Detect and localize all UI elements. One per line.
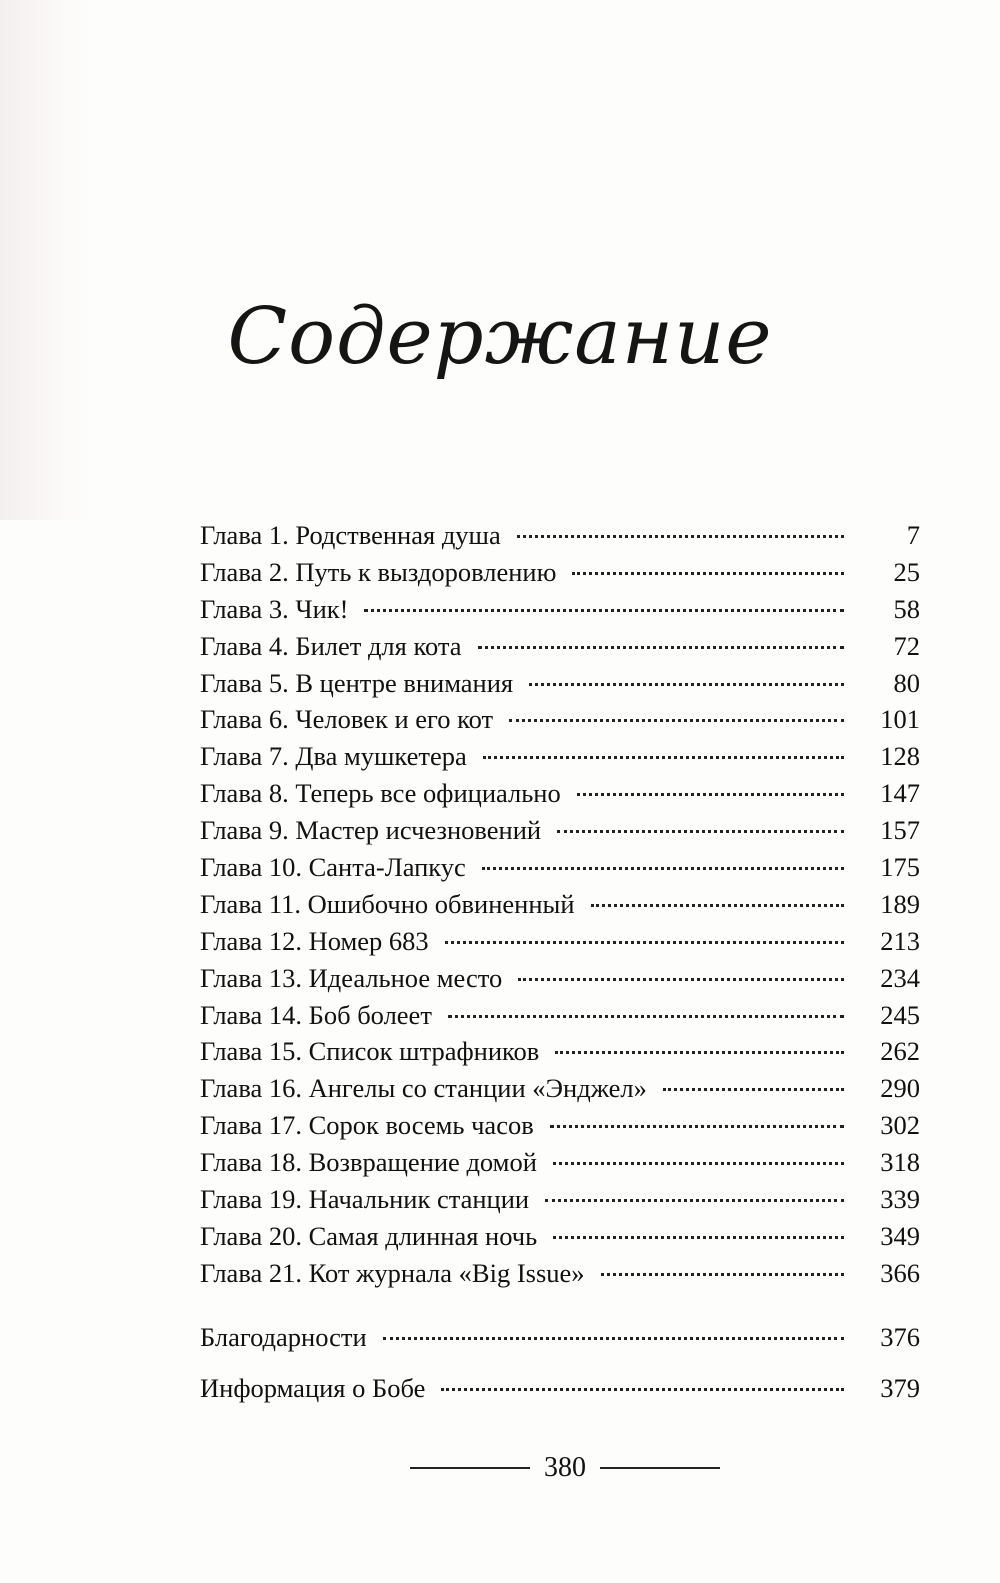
- entry-title: Глава 1. Родственная душа: [200, 520, 501, 550]
- dot-leader: [441, 1388, 844, 1391]
- entry-page-number: 189: [880, 888, 920, 919]
- entry-page-number: 213: [880, 925, 920, 956]
- entry-title: Глава 13. Идеальное место: [200, 962, 503, 993]
- dot-leader: [555, 1051, 844, 1054]
- dot-leader: [478, 646, 844, 649]
- dot-leader: [601, 1273, 844, 1276]
- toc-entry: [200, 778, 920, 815]
- toc-entry: [200, 815, 920, 852]
- entry-page-number: 234: [880, 962, 920, 993]
- toc-entry: [200, 1184, 920, 1221]
- entry-page-number: 175: [880, 852, 920, 883]
- dot-leader: [577, 793, 844, 796]
- toc-entry: [200, 1036, 920, 1073]
- back-matter-list: [200, 1322, 920, 1424]
- toc-entry: [200, 557, 920, 594]
- entry-page-number: 80: [893, 667, 920, 698]
- entry-page-number: 349: [880, 1220, 920, 1251]
- toc-entry: [200, 852, 920, 889]
- dot-leader: [545, 1199, 844, 1202]
- entry-title: Глава 8. Теперь все официально: [200, 778, 561, 809]
- entry-page-number: 147: [880, 778, 920, 809]
- toc-entry: [200, 668, 920, 705]
- entry-title: Глава 9. Мастер исчезновений: [200, 815, 542, 846]
- toc-entry: [200, 1147, 920, 1184]
- toc-entry: [200, 741, 920, 778]
- entry-title: Глава 5. В центре внимания: [200, 667, 514, 698]
- toc-entry: [200, 631, 920, 668]
- dot-leader: [663, 1088, 844, 1091]
- entry-title: Глава 18. Возвращение домой: [200, 1147, 537, 1178]
- entry-page-number: 262: [880, 1036, 920, 1067]
- footer-rule-right: [600, 1467, 720, 1469]
- dot-leader: [557, 830, 844, 833]
- entry-page-number: 379: [880, 1373, 920, 1403]
- dot-leader: [550, 1125, 844, 1128]
- entry-title: Глава 19. Начальник станции: [200, 1184, 530, 1215]
- toc-entry: [200, 594, 920, 631]
- entry-page-number: 101: [880, 704, 920, 735]
- dot-leader: [572, 572, 844, 575]
- page-title: Содержание: [227, 292, 773, 382]
- entry-title: Глава 10. Санта-Лапкус: [200, 852, 466, 883]
- entry-title: Глава 20. Самая длинная ночь: [200, 1220, 538, 1251]
- entry-title: Глава 15. Список штрафников: [200, 1036, 540, 1067]
- toc-entry: [200, 1221, 920, 1258]
- entry-title: Глава 3. Чик!: [200, 593, 349, 624]
- entry-title: Глава 11. Ошибочно обвиненный: [200, 888, 575, 919]
- toc-entry: [200, 1110, 920, 1147]
- dot-leader: [517, 535, 844, 538]
- toc-entry: [200, 1000, 920, 1037]
- dot-leader: [448, 1015, 844, 1018]
- table-of-contents: [200, 520, 920, 1295]
- entry-title: Глава 6. Человек и его кот: [200, 704, 494, 735]
- dot-leader: [383, 1337, 844, 1340]
- entry-title: Глава 14. Боб болеет: [200, 999, 432, 1030]
- entry-page-number: 339: [880, 1184, 920, 1215]
- entry-title: Благодарности: [200, 1322, 367, 1352]
- dot-leader: [445, 941, 844, 944]
- entry-page-number: 25: [893, 556, 920, 587]
- dot-leader: [591, 904, 844, 907]
- dot-leader: [364, 609, 844, 612]
- entry-page-number: 318: [880, 1147, 920, 1178]
- footer-rule-left: [410, 1467, 530, 1469]
- toc-entry: [200, 889, 920, 926]
- entry-page-number: 302: [880, 1110, 920, 1141]
- entry-title: Глава 16. Ангелы со станции «Энджел»: [200, 1073, 647, 1104]
- entry-title: Информация о Бобе: [200, 1373, 426, 1403]
- toc-entry: [200, 926, 920, 963]
- toc-entry: [200, 1258, 920, 1295]
- dot-leader: [553, 1236, 844, 1239]
- toc-entry: [200, 520, 920, 557]
- toc-entry: [200, 704, 920, 741]
- dot-leader: [553, 1162, 844, 1165]
- entry-page-number: 366: [880, 1257, 920, 1288]
- dot-leader: [483, 756, 844, 759]
- entry-title: Глава 7. Два мушкетера: [200, 741, 467, 772]
- entry-title: Глава 17. Сорок восемь часов: [200, 1110, 534, 1141]
- entry-title: Глава 4. Билет для кота: [200, 630, 462, 661]
- entry-page-number: 157: [880, 815, 920, 846]
- entry-page-number: 376: [880, 1322, 920, 1352]
- page-footer: [400, 1448, 730, 1488]
- entry-title: Глава 21. Кот журнала «Big Issue»: [200, 1257, 585, 1288]
- dot-leader: [529, 683, 844, 686]
- toc-entry: [200, 963, 920, 1000]
- entry-title: Глава 12. Номер 683: [200, 925, 429, 956]
- dot-leader: [518, 978, 844, 981]
- page-number: 380: [544, 1452, 586, 1483]
- back-matter-entry: [200, 1322, 920, 1373]
- dot-leader: [509, 719, 844, 722]
- entry-title: Глава 2. Путь к выздоровлению: [200, 556, 557, 587]
- entry-page-number: 245: [880, 999, 920, 1030]
- back-matter-entry: [200, 1373, 920, 1424]
- entry-page-number: 72: [893, 630, 920, 661]
- entry-page-number: 128: [880, 741, 920, 772]
- entry-page-number: 290: [880, 1073, 920, 1104]
- entry-page-number: 58: [893, 593, 920, 624]
- toc-entry: [200, 1073, 920, 1110]
- entry-page-number: 7: [906, 520, 920, 550]
- dot-leader: [482, 867, 844, 870]
- page-edge-shadow: [0, 0, 90, 520]
